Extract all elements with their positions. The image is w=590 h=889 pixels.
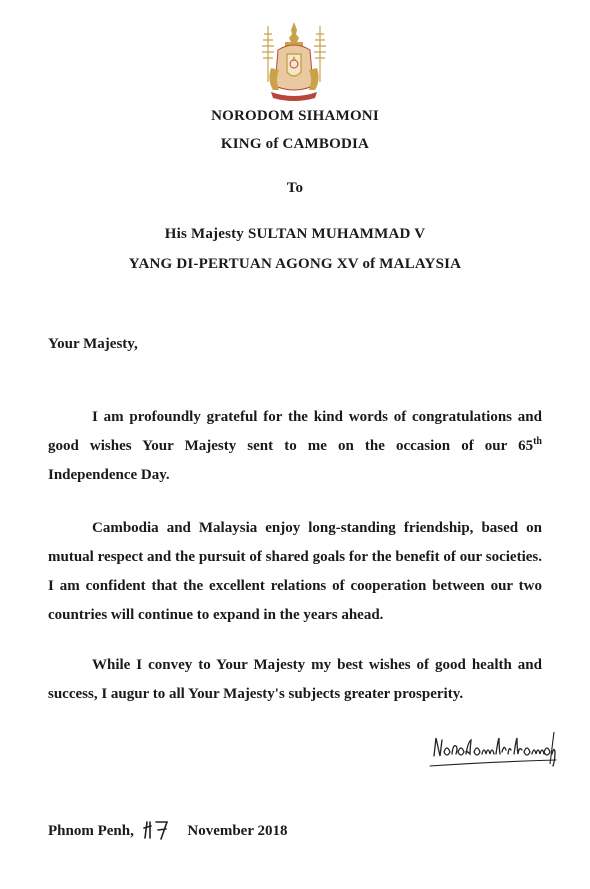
month-year: November 2018 xyxy=(187,823,288,839)
ordinal-suffix: th xyxy=(533,436,542,447)
royal-crest-icon xyxy=(261,20,327,104)
paragraph-1-text: I am profoundly grateful for the kind words of congratulations and good wishes Your Majesty sent to me on the occasion of our 65 xyxy=(48,409,542,454)
paragraph-1-tail: Independence Day. xyxy=(48,467,170,483)
handwritten-day-icon xyxy=(142,818,170,840)
signature xyxy=(428,722,560,776)
sender-name: NORODOM SIHAMONI xyxy=(211,108,379,124)
body-paragraph-2: Cambodia and Malaysia enjoy long-standing friendship, based on mutual respect and the pursuit of shared goals for the benefit of our societies. I am confident that the excellent relations of cooperation between our two countries will continue to expand in the years ahead. xyxy=(48,520,542,623)
addressee-label: To xyxy=(286,180,304,196)
recipient-name: His Majesty SULTAN MUHAMMAD V xyxy=(164,226,426,242)
body-paragraph-1 xyxy=(48,403,542,490)
salutation: Your Majesty, xyxy=(48,336,138,352)
place-date: Phnom Penh, xyxy=(48,823,134,839)
letter-footer xyxy=(48,818,287,840)
recipient-title: YANG DI-PERTUAN AGONG XV of MALAYSIA xyxy=(128,256,462,272)
sender-title: KING of CAMBODIA xyxy=(220,136,370,152)
body-paragraph-3: While I convey to Your Majesty my best wishes of good health and success, I augur to all Your Majesty's subjects greater prosperity. xyxy=(48,657,542,702)
